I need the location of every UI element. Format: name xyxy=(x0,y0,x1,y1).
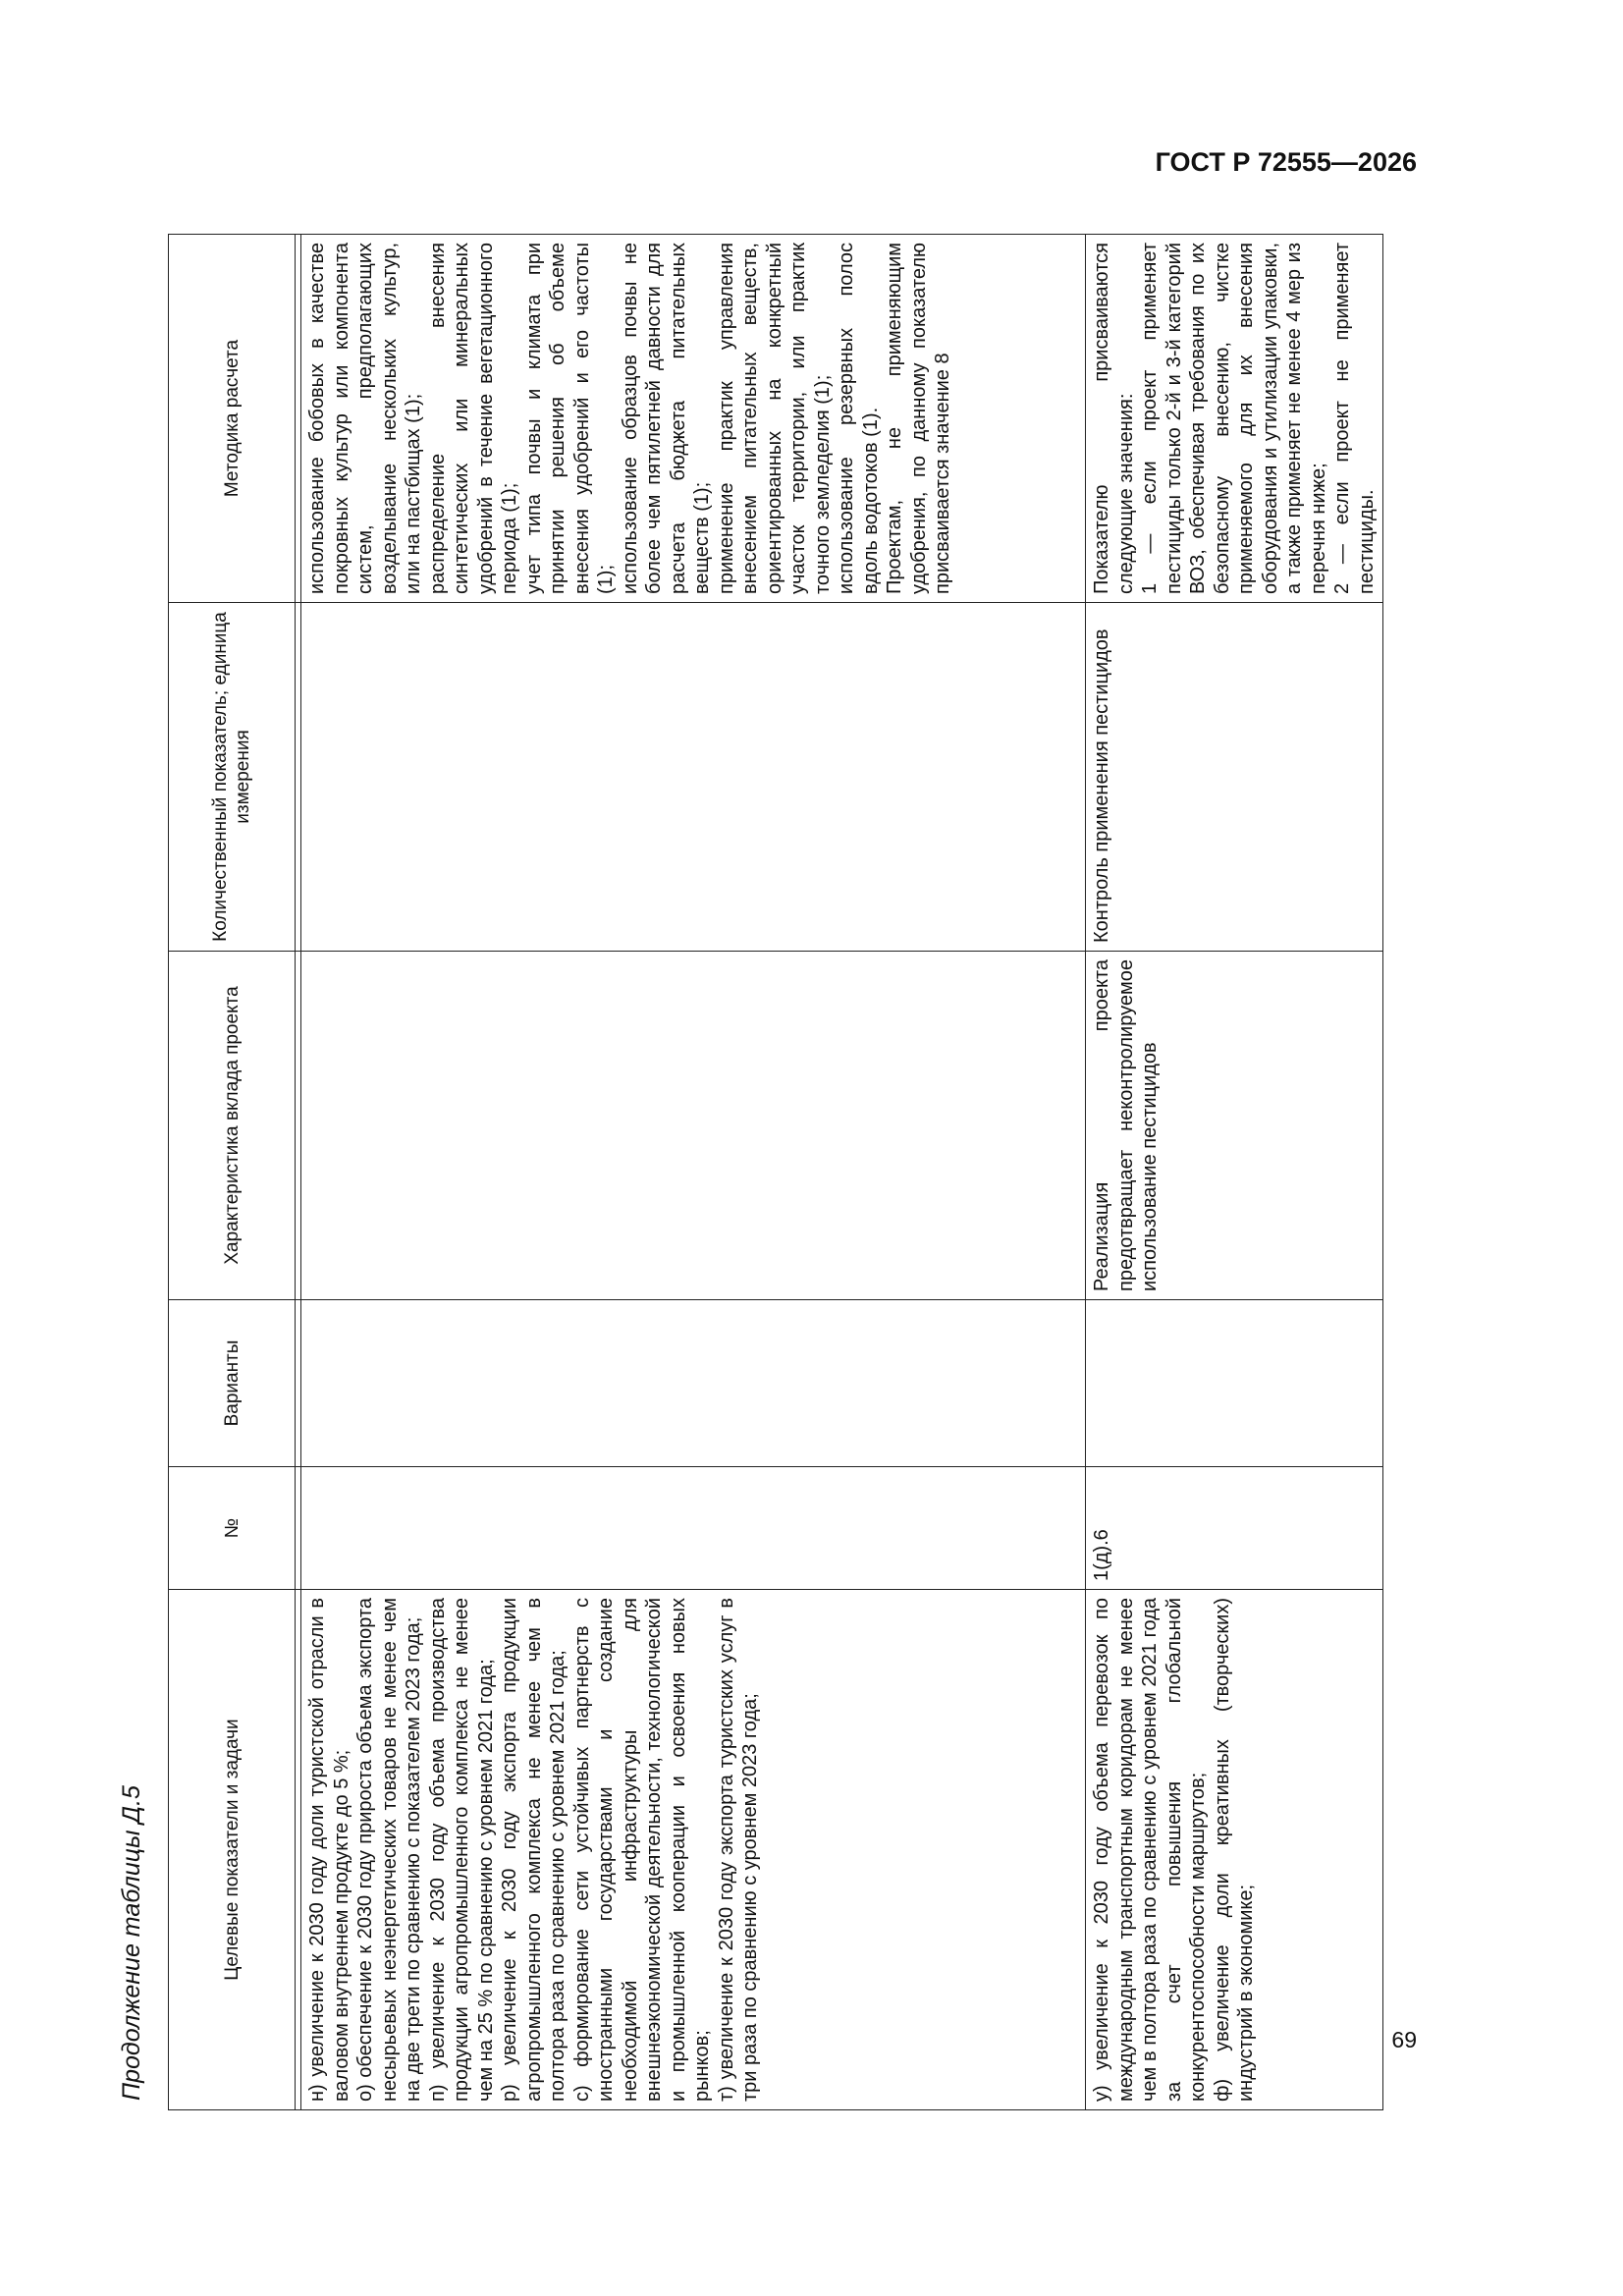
method-cell xyxy=(301,235,1086,603)
method-item: Показателю присваиваются следующие значения: xyxy=(1091,243,1137,594)
method-item: учет типа почвы и климата при принятии решения об объеме внесения удобрений и его частоты (1); xyxy=(522,243,617,594)
rotated-page-content xyxy=(114,235,1378,2110)
col-header-number: № xyxy=(169,1467,296,1590)
contribution-cell: Реализация проекта предотвращает неконтролируемое использование пестицидов xyxy=(1086,952,1383,1300)
goal-item: с) формирование сети устойчивых партнерств с иностранными государствами и создание необходимой инфраструктуры для внешнеэкономической деятельности, технологической и промышленной кооперации и освоения новых рынков; xyxy=(570,1598,713,2102)
col-header-method: Методика расчета xyxy=(169,235,296,603)
method-item: использование резервных полос вдоль водотоков (1). xyxy=(836,243,882,594)
method-item: 2 — если проект не применяет пестициды. xyxy=(1331,243,1378,594)
goals-cell xyxy=(1086,1590,1383,2110)
col-header-goals: Целевые показатели и задачи xyxy=(169,1590,296,2110)
goal-item: у) увеличение к 2030 году объема перевозок по международным транспортным коридорам не менее чем в полтора раза по сравнению с уровнем 2021 года за счет повышения глобальной конкурентоспособности маршрутов; xyxy=(1091,1598,1209,2102)
col-header-variants: Варианты xyxy=(169,1300,296,1467)
page-number: 69 xyxy=(1391,2027,1417,2052)
goal-item: н) увеличение к 2030 году доли туристской отрасли в валовом внутреннем продукте до 5 %; xyxy=(306,1598,352,2102)
number-cell: 1(д).6 xyxy=(1086,1467,1383,1590)
goal-item: п) увеличение к 2030 году объема производства продукции агропромышленного комплекса не менее чем на 25 % по сравнению с уровнем 2021 года; xyxy=(426,1598,497,2102)
table-row xyxy=(1086,235,1383,2110)
table-caption: Продолжение таблицы Д.5 xyxy=(118,1785,145,2101)
col-header-indicator: Количественный показатель; единица измерения xyxy=(169,603,296,952)
method-item: использование образцов почвы не более чем пятилетней давности для расчета бюджета питательных веществ (1); xyxy=(619,243,713,594)
table-header-row xyxy=(169,235,296,2110)
goals-cell xyxy=(301,1590,1086,2110)
method-cell xyxy=(1086,235,1383,603)
method-item: 1 — если проект применяет пестициды только 2-й и 3-й категорий ВОЗ, обеспечивая требования по их безопасному внесению, чистке применяемого для их внесения оборудования и утилизации упаковки, а также применяет не менее 4 мер из перечня ниже; xyxy=(1139,243,1329,594)
goal-item: о) обеспечение к 2030 году прироста объема экспорта несырьевых неэнергетических товаров не менее чем на две трети по сравнению с показателем 2023 года; xyxy=(354,1598,424,2102)
goal-item: р) увеличение к 2030 году экспорта продукции агропромышленного комплекса не менее чем в полтора раза по сравнению с уровнем 2021 года; xyxy=(499,1598,568,2102)
standard-designation: ГОСТ Р 72555—2026 xyxy=(1155,147,1417,177)
method-item: распределение внесения синтетических или минеральных удобрений в течение вегетационного периода (1); xyxy=(426,243,520,594)
goal-item: т) увеличение к 2030 году экспорта туристских услуг в три раза по сравнению с уровнем 2023 года; xyxy=(715,1598,761,2102)
table-row xyxy=(301,235,1086,2110)
variants-cell xyxy=(1086,1300,1383,1467)
number-cell xyxy=(301,1467,1086,1590)
indicator-cell: Контроль применения пестицидов xyxy=(1086,603,1383,952)
contribution-cell xyxy=(301,952,1086,1300)
method-item: применение практик управления внесением питательных веществ, ориентированных на конкретный участок территории, или практик точного земледелия (1); xyxy=(715,243,834,594)
method-item: использование бобовых в качестве покровных культур или компонента систем, предполагающих возделывание нескольких культур, или на пастбищах (1); xyxy=(306,243,424,594)
indicator-cell xyxy=(301,603,1086,952)
goal-item: ф) увеличение доли креативных (творческих) индустрий в экономике; xyxy=(1211,1598,1257,2102)
col-header-contribution: Характеристика вклада проекта xyxy=(169,952,296,1300)
variants-cell xyxy=(301,1300,1086,1467)
methods-table xyxy=(168,234,1383,2110)
method-item: Проектам, не применяющим удобрения, по данному показателю присваивается значение 8 xyxy=(884,243,953,594)
